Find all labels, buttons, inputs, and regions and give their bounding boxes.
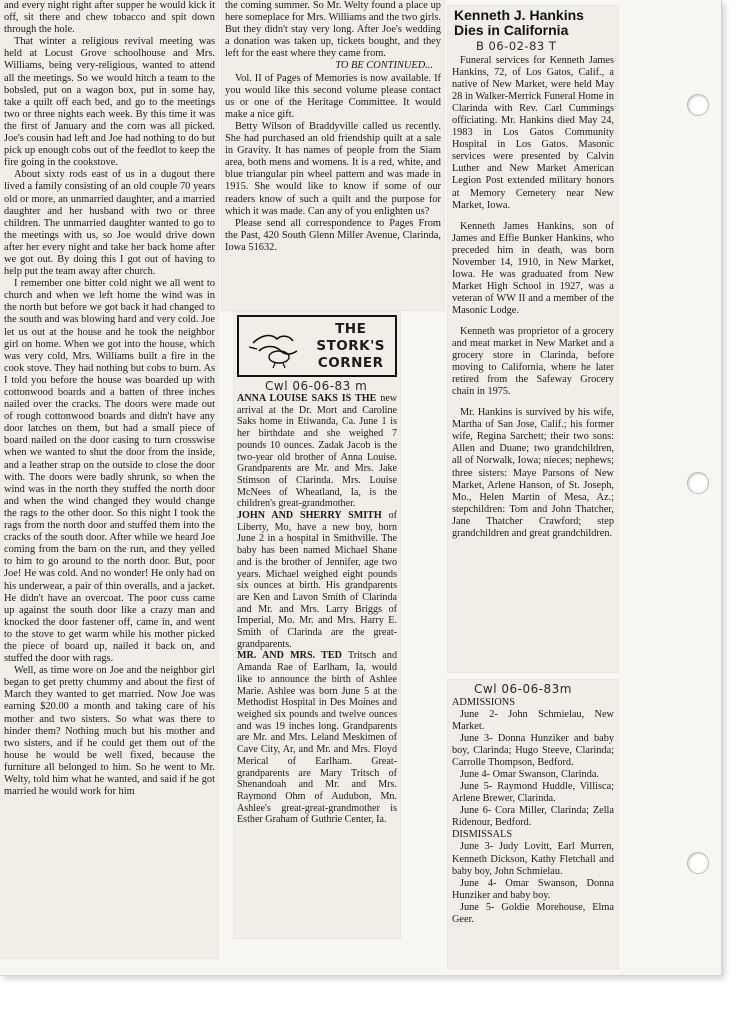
to-be-continued: TO BE CONTINUED... — [335, 60, 433, 72]
admission-entry: June 5- Raymond Huddle, Villisca; Arlene Brewer, Clarinda. — [452, 781, 614, 805]
dismissal-entry: June 3- Judy Lovitt, Earl Murren, Kenneth Dickson, Kathy Fletchall and baby boy, John Schmielau. — [452, 841, 614, 877]
storks-corner-logo — [237, 315, 397, 377]
announcement-lead: JOHN AND SHERRY SMITH — [237, 510, 382, 522]
obituary-paragraph: Funeral services for Kenneth James Hankins, 72, of Los Gatos, Calif., a native of New Market, were held May 28 in Walker-Merrick Funeral Home in Clarinda with Rev. Carl Cummings officiating. Mr. Hankins died May 24, 1983 in Los Gatos Community Hospital in Los Gatos. Masonic services were presented by Calvin Luther and New Market American Legion Post extended military honors at Memory Cemetery near New Market, Iowa. — [452, 55, 614, 211]
notice-paragraph: Betty Wilson of Braddyville called us recently. She had purchased an old friendship quilt at a sale in Gravity. It has names of people from the Siam area, both mens and womens. It is a red, white, and blue triangular pin wheel pattern and was made in 1915. She would like to know if some of our readers know of such a quilt and the purpose for which it was made. Can any of you enlighten us? — [225, 120, 441, 217]
notice-paragraph: Vol. II of Pages of Memories is now available. If you would like this second volume please contact us or one of the Heritage Committee. It would make a nice gift. — [225, 72, 441, 120]
notice-paragraph: Please send all correspondence to Pages From the Past, 420 South Glenn Miller Avenue, Clarinda, Iowa 51632. — [225, 217, 441, 253]
story-column-2 — [222, 0, 444, 310]
binder-hole — [687, 472, 709, 494]
admission-entry: June 3- Donna Hunziker and baby boy, Clarinda; Hugo Steeve, Clarinda; Carrolle Thompson, Bedford. — [452, 733, 614, 769]
story-column-1 — [0, 0, 218, 958]
handwritten-date: Cwl 06-06-83m — [474, 682, 572, 696]
dismissals-heading: DISMISSALS — [452, 829, 513, 841]
admission-entry: June 2- John Schmielau, New Market. — [452, 709, 614, 733]
binder-hole — [687, 852, 709, 874]
story-paragraph: the coming summer. So Mr. Welty found a place up here someplace for Mrs. Williams and the two girls. But they didn't stay very long. After Joe's wedding a donation was taken up, tickets bought, and they left for the east where they came from. — [225, 0, 441, 60]
dismissal-entry: June 5- Goldie Morehouse, Elma Geer. — [452, 901, 614, 925]
binder-hole — [687, 94, 709, 116]
stork-icon — [247, 329, 301, 369]
story-paragraph: I remember one bitter cold night we all went to church and when we left home the wind was in the north but before we got back it had changed to the south and was blowing hard and very cold. Joe let us out at the house and he took the neighbor girl on home. When we got into the house, which was very cold, Mrs. Williams built a fire in the cook stove. They had nothing but cobs to burn. As I told you before the house was boarded up with cottonwood boards and a batten of three inches nailed over the cracks. The doors were made out of rough cottonwood boards and didn't have any door latches on them, but had a small piece of board nailed on the door casing to turn crosswise when we wanted to shut the door from the inside, and a leather strap on the outside to close the door with. The doors were badly shrunk, so when the wind was in the north they stuffed the north door and when the wind changed they would change the rags to the other door. So this night I took the rags from the north door and stuffed them into the cracks of the south door. After while we heard Joe coming from the barn on the run, and they yelled to him to go around to the north door. But, poor Joe! He was cold. And no wonder! He only had on his underwear, a pair of thin overalls, and a jacket. He didn't have an overcoat. The poor cuss came up against the south door like a crazy man and knocked the door fastener off, came in, and went to the stove to get warm while his mother picked the piece of board up, nailed it back on, and stuffed the door with rags. — [4, 278, 215, 665]
admissions-heading: ADMISSIONS — [452, 697, 515, 708]
logo-line: STORK'S — [316, 338, 385, 354]
handwritten-date: B 06-02-83 T — [476, 39, 557, 53]
story-paragraph: About sixty rods east of us in a dugout there lived a family consisting of an old couple 70 years old or more, an unmarried daughter, and a married daughter and her husband with two or three children. The unmarried daughter wanted to go to the meetings with us, so Joe would drive down after her every night and take her back home after we got out. By doing this I got out of having to help put the team away after church. — [4, 169, 215, 278]
handwritten-date: Cwl 06-06-83 m — [265, 379, 368, 393]
birth-announcement — [237, 393, 397, 510]
story-paragraph: Well, as time wore on Joe and the neighbor girl began to get pretty chummy and about the first of March they wanted to get married. Now Joe was earning $20.00 a month and taking care of his mother and two sisters. So what was there to hinder them? Nothing much but his mother and two sisters, and if he could get them out of the house he would be well fixed, because the furniture all belonged to him. So he went to Mr. Welty, told him what he wanted, and said if he got married he would work for him — [4, 665, 215, 798]
announcement-text: new arrival at the Dr. Mort and Caroline Saks home in Etiwanda, Ca. June 1 is her birthdate and she weighed 7 pounds 10 ounces. Zadak Jacob is the two-year old brother of Anna Louise. Grandparents are Mr. and Mrs. Jake Stimson of Clarinda. Mrs. Louise McNees of Wheatland, Ia, is the children's great-grandmother. — [237, 393, 398, 510]
dismissal-entry: June 4- Omar Swanson, Donna Hunziker and baby boy. — [452, 877, 614, 901]
storks-corner-title — [316, 321, 385, 372]
obituary-clipping — [448, 6, 618, 672]
admission-entry: June 6- Cora Miller, Clarinda; Zella Ridenour, Bedford. — [452, 805, 614, 829]
headline-line: Kenneth J. Hankins — [454, 7, 584, 23]
announcement-text: of Liberty, Mo, have a new boy, born June 2 in a hospital in Smithville. The baby has been named Michael Shane and is the brother of Jennifer, age two years. Michael weighed eight pounds six ounces at birth. His grandparents are Ken and Lavon Smith of Clarinda and Mr. and Mrs. Larry Briggs of Imperial, Mo. Mr. and Mrs. Harry E. Smith of Clarinda are the great-grandparents. — [237, 510, 397, 650]
logo-line: THE — [335, 321, 367, 337]
headline-line: Dies in California — [454, 22, 569, 38]
admission-entry: June 4- Omar Swanson, Clarinda. — [460, 769, 599, 781]
logo-line: CORNER — [317, 355, 384, 371]
hospital-notes-clipping — [448, 680, 618, 968]
birth-announcement — [237, 510, 397, 650]
obituary-headline — [454, 8, 614, 38]
obituary-paragraph: Kenneth James Hankins, son of James and Effie Bunker Hankins, who preceded him in death, was born November 14, 1910, in New Market, Iowa. He was graduated from New Market High School in 1927, was a veteran of WW II and a member of the Masonic Lodge. — [452, 220, 614, 316]
birth-announcement — [237, 650, 397, 826]
announcement-text: Tritsch and Amanda Rae of Earlham, Ia, would like to announce the birth of Ashlee Marie. Ashlee was born June 5 at the Methodist Hospital in Des Moines and weighed six pounds and twelve ounces and was 19 inches long. Grandparents are Mr. and Mrs. Leland Meskimen of Cave City, Ar, and Mr. and Mrs. Floyd Merical of Earlham. Great-grandparents are Mary Tritsch of Shenandoah and Mr. and Mrs. Raymond Ohm of Audubon, Mn. Ashlee's great-great-grandmother is Esther Graham of Guthrie Center, Ia. — [237, 650, 397, 826]
storks-corner-clipping — [234, 312, 400, 938]
obituary-paragraph: Kenneth was proprietor of a grocery and meat market in New Market and a grocery store in Clarinda, before moving to California, where he later retired from the Safeway Grocery chain in 1975. — [452, 325, 614, 398]
obituary-paragraph: Mr. Hankins is survived by his wife, Martha of San Jose, Calif.; his former wife, Regina Sarchett; their two sons: Allen and Duane; two grandchildren, all of Norwalk, Iowa; nieces; nephews; three sisters: Maye Parsons of New Market, Arlene Hanson, of St. Joseph, Mo., Helen Martin of Mesa, Az.; stepchildren: Tom and John Thatcher, Jane Thatcher Crawford; step grandchildren and great grandchildren. — [452, 407, 614, 539]
story-paragraph: That winter a religious revival meeting was held at Locust Grove schoolhouse and Mrs. Williams, being very-religious, wanted to attend all the meetings. So we would hitch a team to the bobsled, put on a wagon box, put in some hay, take a quilt off each bed, and go to the meetings two or three nights each week. By this time it was the first of January and the corn was all picked. Joe's cousin had left and Joe had nothing to do but pick up enough cobs out of the feedlot to keep the fire going in the cookstove. — [4, 36, 215, 169]
story-paragraph: and every night right after supper he would kick it off, sit there and chew tobacco and spit down through the hole. — [4, 0, 215, 36]
announcement-lead: MR. AND MRS. TED — [237, 650, 342, 662]
announcement-lead: ANNA LOUISE SAKS IS THE — [237, 393, 377, 404]
